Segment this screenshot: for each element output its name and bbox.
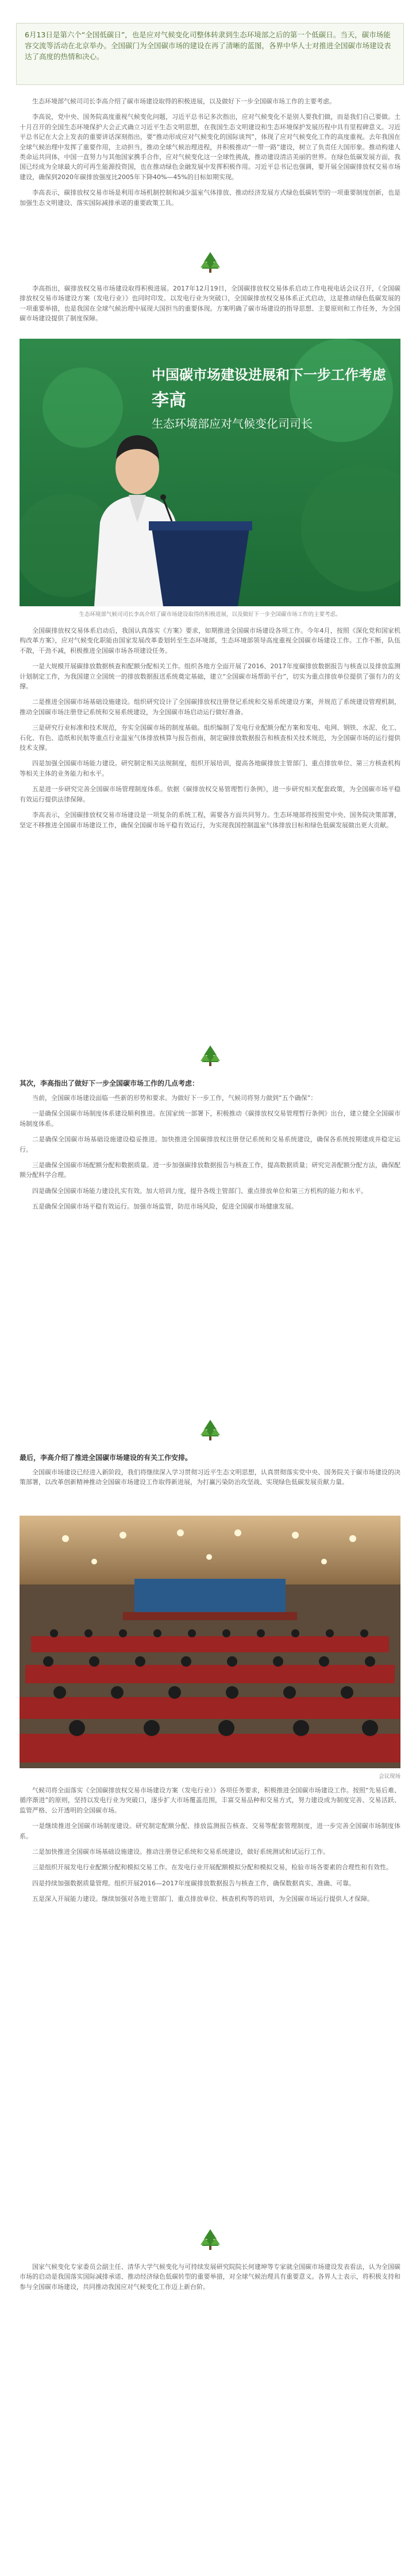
section-2: [20, 284, 400, 330]
speaker-photo: [20, 339, 400, 606]
paragraph: 李高说，党中央、国务院高度重视气候变化问题，习近平总书记多次指出，应对气候变化不是别人要我们做，而是我们自己要做。土十月召开的全国生态环境保护大会正式确立习近平生态文明思想，在我国生态文明建设和生态环境保护发展历程中具有里程碑意义。习近平总书记在大会上发表的重要讲话深刻指出，要“推动形成应对气候变化的国际谈判”，体现了应对气候变化工作的高度重视。去年我国在全球气候治理中发挥了重要作用，主动担当，推动全球气候治理进程，并积极推动“一带一路”建设，树立了负责任大国形象。推动构建人类命运共同体，中国一直努力与其他国家携手合作，应对气候变化这一全球性挑战，推动建设清洁美丽的世界。在绿色低碳发展方面，我国已经成为全球最大的可再生能源投资国，也在推动绿色金融发展中发挥积极作用。习近平总书记也强调，要开展全国碳排放权交易市场建设，确保到2020年碳排放强度比2005年下降40%—45%的目标如期实现。: [20, 113, 400, 181]
tree-icon: [198, 1418, 222, 1442]
paragraph: 国家气候变化专家委员会副主任、清华大学气候变化与可持续发展研究院院长何建坤等专家就全国碳市场建设发表看法，认为全国碳市场的启动是我国落实国际减排承诺、推动经济绿色低碳转型的重要举措，对全球气候治理具有重要意义。各界人士表示，将积极支持和参与全国碳市场建设，共同推动我国应对气候变化工作迈上新台阶。: [20, 2263, 400, 2291]
section-3: [20, 626, 400, 836]
section-1: [20, 96, 400, 214]
conference-hall-photo: [20, 1516, 400, 1768]
paragraph: 气候司将全面落实《全国碳排放权交易市场建设方案（发电行业）》各项任务要求，积极推进全国碳市场建设工作。按照“先易后难、循序渐进”的原则，坚持以发电行业为突破口，逐步扩大市场覆盖范围，丰富交易品种和交易方式，努力建设成为制度完善、交易活跃、监管严格、公开透明的全国碳市场。: [20, 1787, 400, 1814]
paragraph: 三是组织开展发电行业配额分配和模拟交易工作。在发电行业开展配额模拟分配和模拟交易，检验市场各要素的合理性和有效性。: [32, 1864, 392, 1872]
paragraph: 五是深入开展能力建设。继续加强对各地主管部门、重点排放单位、核查机构等的培训，为全国碳市场运行提供人才保障。: [32, 1895, 373, 1903]
paragraph: 三是研究行业标准和技术规范，夯实全国碳市场的制度基础。组织编制了发电行业配额分配方案和发电、电网、钢铁、水泥、化工、石化、有色、造纸和民航等重点行业温室气体排放核算与报告指南，制定碳排放数据报告和核查相关技术规范，为全国碳市场的运行提供技术支撑。: [20, 724, 400, 752]
photo-banner: [152, 366, 399, 432]
paragraph: 四是确保全国碳市场能力建设扎实有效。加大培训力度，提升各级主管部门、重点排放单位和第三方机构的能力和水平。: [32, 1187, 367, 1195]
paragraph: 二是推进全国碳市场基础设施建设。组织研究设计了全国碳排放权注册登记系统和交易系统建设方案，并规范了系统建设管理机制，推动全国碳市场注册登记系统和交易系统建设，为全国碳市场启动运行做好准备。: [20, 698, 400, 716]
paragraph: 二是加快推进全国碳市场基础设施建设。推动注册登记系统和交易系统建设，做好系统测试和试运行工作。: [32, 1848, 329, 1856]
paragraph: 李高表示，全国碳排放权交易市场建设是一项复杂的系统工程，需要各方面共同努力。生态环境部将按照党中央、国务院决策部署，坚定不移推进全国碳市场建设工作，确保全国碳市场平稳有效运行，为实现我国控制温室气体排放目标和绿色低碳发展做出更大贡献。: [20, 811, 400, 829]
paragraph: 生态环境部气候司司长李高介绍了碳市场建设取得的积极进展，以及做好下一步全国碳市场工作的主要考虑。: [32, 98, 336, 105]
intro-text: 6月13日是第六个“全国低碳日”，也是应对气候变化司整体转隶到生态环境部之后的第一个低碳日。当天，碳市场能容交流等活动在北京举办。全国碳门为全国碳市场的建设在再了清晰的蓝图，各界中华人士对推进全国碳市场建设表达了高度的热情和决心。: [25, 30, 391, 61]
section-heading: 其次，李高指出了做好下一步全国碳市场工作的几点考虑：: [20, 1079, 199, 1087]
paragraph: 五是确保全国碳市场平稳有效运行。加强市场监管，防范市场风险，促进全国碳市场健康发展。: [32, 1203, 298, 1211]
tree-icon: [198, 2228, 222, 2252]
section-4: [20, 1078, 400, 1218]
photo-caption: 会议现场: [378, 1773, 400, 1780]
section-heading: 最后，李高介绍了推进全国碳市场建设的有关工作安排。: [20, 1454, 192, 1462]
paragraph: 全国碳排放权交易体系启动后，我国认真落实《方案》要求，如期推进全国碳市场建设各项工作。今年4月，按照《深化党和国家机构改革方案》，应对气候变化职能由国家发展改革委划转至生态环境部，生态环境部领导高度重视全国碳市场建设工作。工作不断，队伍不散，干劲不减，积极推进全国碳市场各项建设任务。: [20, 627, 400, 654]
paragraph: 李高指出，碳排放权交易市场建设取得积极进展。2017年12月19日，全国碳排放权交易体系启动工作电视电话会议召开，《全国碳排放权交易市场建设方案（发电行业）》也同时印发。以发电行业为突破口，全国碳排放权交易体系正式启动，这是推动绿色低碳发展的一项重要举措，也是我国在全球气候治理中展现大国担当的重要体现。方案明确了碳市场建设的指导思想、主要原则和工作任务，为全国碳市场建设提供了制度保障。: [20, 285, 400, 323]
tree-icon: [198, 1044, 222, 1068]
banner-speaker: 李高: [152, 390, 186, 410]
paragraph: 当前，全国碳市场建设面临一些新的形势和要求。为做好下一步工作，气候司将努力做到“五个确保”：: [32, 1094, 317, 1102]
paragraph: 三是确保全国碳市场配额分配和数据质量。进一步加强碳排放数据报告与核查工作，提高数据质量；研究完善配额分配方法，确保配额分配科学合理。: [20, 1161, 400, 1179]
tree-icon: [198, 250, 222, 274]
banner-title: 中国碳市场建设进展和下一步工作考虑: [152, 366, 386, 383]
paragraph: 一是继续推进全国碳市场制度建设。研究制定配额分配、排放监测报告核查、交易等配套管理制度，进一步完善全国碳市场制度体系。: [20, 1822, 400, 1840]
intro-summary-box: [16, 23, 404, 85]
paragraph: 四是加强全国碳市场能力建设。研究制定相关法规制度，组织开展培训，提高各地碳排放主管部门、重点排放单位、第三方核查机构等相关主体的业务能力和水平。: [20, 760, 400, 777]
paragraph: 二是确保全国碳市场基础设施建设稳妥推进。加快推进全国碳排放权注册登记系统和交易系统建设，确保各系统按期建成并稳定运行。: [20, 1136, 400, 1153]
paragraph: 李高表示，碳排放权交易市场是利用市场机制控制和减少温室气体排放、推动经济发展方式绿色低碳转型的一项重要制度创新，也是加强生态文明建设、落实国际减排承诺的重要政策工具。: [20, 189, 400, 207]
section-6: [20, 1785, 400, 1910]
paragraph: 全国碳市场建设已经进入新阶段，我们将继续深入学习贯彻习近平生态文明思想，认真贯彻落实党中央、国务院关于碳市场建设的决策部署，以改革创新精神推动全国碳市场建设工作取得新进展，为打赢污染防治攻坚战、实现绿色低碳发展贡献力量。: [20, 1469, 400, 1486]
section-closing: [20, 2262, 400, 2298]
paragraph: 一是确保全国碳市场制度体系建设顺利推进。在国家统一部署下，积极推动《碳排放权交易管理暂行条例》出台，建立健全全国碳市场制度体系。: [20, 1110, 400, 1128]
paragraph: 五是进一步研究完善全国碳市场管理制度体系。依据《碳排放权交易管理暂行条例》，进一步研究相关配套政策，为全国碳市场平稳有效运行提供法律保障。: [20, 785, 400, 803]
banner-speaker-title: 生态环境部应对气候变化司司长: [152, 417, 313, 431]
paragraph: 一是大规模开展碳排放数据核查和配额分配相关工作。组织各地方全面开展了2016、2017年度碳排放数据报告与核查以及排放监测计划制定工作，为我国建立全国统一的排放数据报送系统奠定基础，建立“全国碳市场帮助平台”，切实为重点排放单位提供了强有力的支撑。: [20, 663, 400, 691]
section-5: [20, 1452, 400, 1493]
photo-caption: 生态环境部气候司司长李高介绍了碳市场建设取得的积极进展，以及做好下一步全国碳市场工作的主要考虑。: [79, 611, 341, 618]
paragraph: 四是持续加强数据质量管理。组织开展2016—2017年度碳排放数据报告与核查工作，确保数据真实、准确、可靠。: [32, 1879, 355, 1887]
